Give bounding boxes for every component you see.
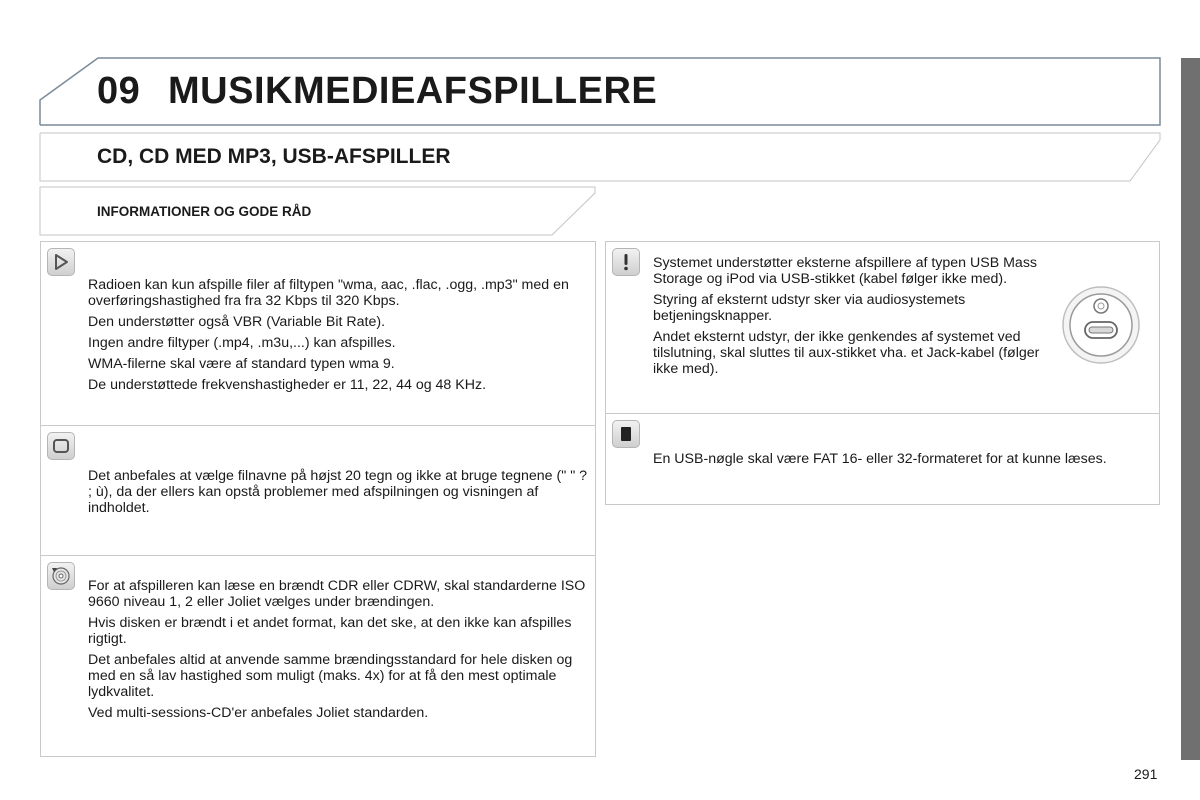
note-text-usb-format (653, 451, 1153, 472)
note-box-usb-format (605, 413, 1160, 505)
paragraph: Det anbefales altid at anvende samme brændingsstandard for hele disken og med en så lav hastighed som muligt (maks. 4x) for at få den mest optimale lydkvalitet. (88, 652, 573, 700)
page-number: 291 (1134, 766, 1158, 782)
paragraph: Andet eksternt udstyr, der ikke genkendes af systemet ved tilslutning, skal sluttes til aux-stikket vha. et Jack-kabel (følger ikke med). (653, 329, 1040, 377)
disc-icon (47, 562, 75, 590)
subsection-title: INFORMATIONER OG GODE RÅD (97, 204, 312, 219)
paragraph: Radioen kan kun afspille filer af filtypen "wma, aac, .flac, .ogg, .mp3" med en overføringshastighed fra fra 32 Kbps til 320 Kbps. (88, 277, 569, 309)
paragraph: Det anbefales at vælge filnavne på højst 20 tegn og ikke at bruge tegnene (" " ? ; ù), da der ellers kan opstå problemer med afspilningen og visningen af indholdet. (88, 468, 588, 516)
paragraph: For at afspilleren kan læse en brændt CDR eller CDRW, skal standarderne ISO 9660 niveau 1, 2 eller Joliet vælges under brændingen. (88, 578, 586, 610)
play-triangle-icon (47, 248, 75, 276)
note-text-burning (88, 578, 593, 726)
note-box-external (605, 241, 1160, 414)
chapter-side-tab (1181, 58, 1200, 760)
note-text-filenames (88, 468, 593, 521)
note-text-formats (88, 277, 588, 398)
note-box-filenames (40, 425, 596, 556)
note-box-formats (40, 241, 596, 426)
section-title: CD, CD MED MP3, USB-AFSPILLER (97, 145, 451, 168)
rounded-square-icon (47, 432, 75, 460)
paragraph: Styring af eksternt udstyr sker via audiosystemets betjeningsknapper. (653, 292, 966, 324)
chapter-number: 09 (97, 70, 141, 112)
paragraph: En USB-nøgle skal være FAT 16- eller 32-formateret for at kunne læses. (653, 451, 1107, 467)
paragraph: Systemet understøtter eksterne afspillere af typen USB Mass Storage og iPod via USB-stikket (kabel følger ikke med). (653, 255, 1038, 287)
paragraph: Ingen andre filtyper (.mp4, .m3u,...) kan afspilles. (88, 335, 396, 351)
usb-socket-icon (1061, 284, 1141, 366)
paragraph: De understøttede frekvenshastigheder er 11, 22, 44 og 48 KHz. (88, 377, 487, 393)
note-box-burning (40, 555, 596, 757)
paragraph: Ved multi-sessions-CD'er anbefales Joliet standarden. (88, 705, 429, 721)
note-text-external (653, 255, 1053, 382)
chapter-title: MUSIKMEDIEAFSPILLERE (168, 70, 658, 112)
usb-key-icon (612, 420, 640, 448)
exclamation-icon (612, 248, 640, 276)
paragraph: Hvis disken er brændt i et andet format, kan det ske, at den ikke kan afspilles rigtigt. (88, 615, 572, 647)
paragraph: WMA-filerne skal være af standard typen wma 9. (88, 356, 395, 372)
paragraph: Den understøtter også VBR (Variable Bit Rate). (88, 314, 386, 330)
